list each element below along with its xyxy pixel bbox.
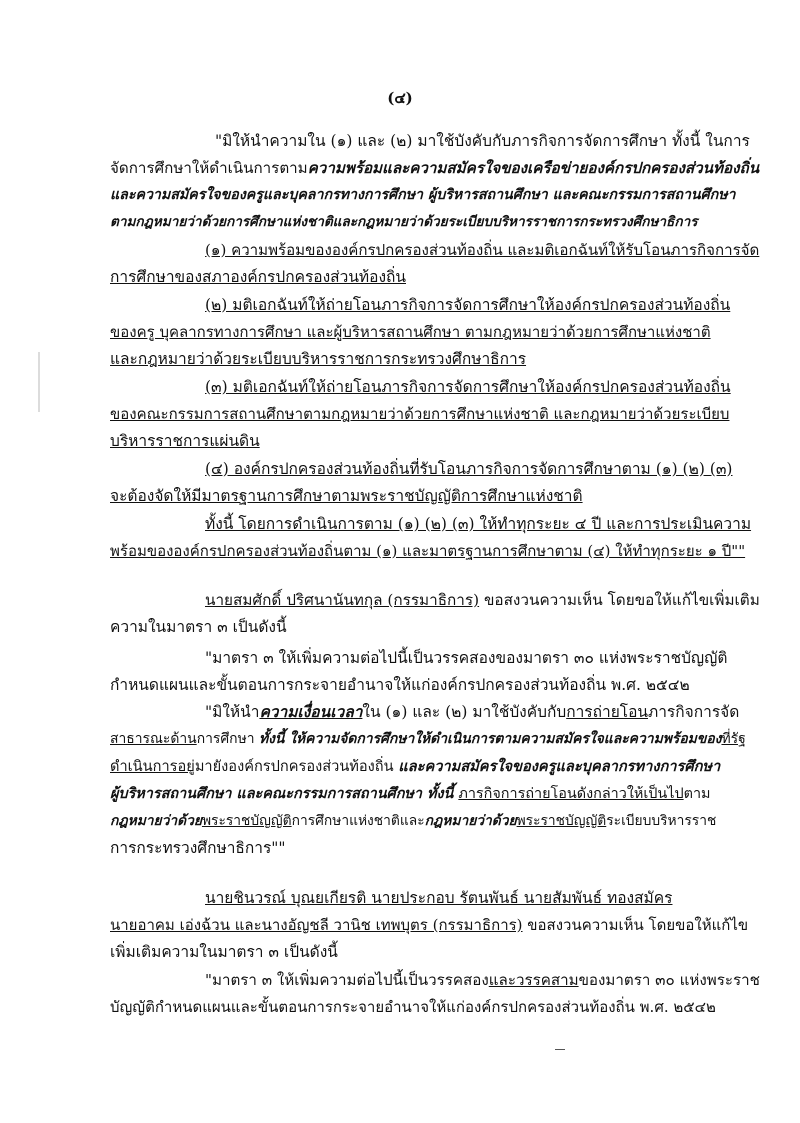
b1-item-3-cont-2: บริหารราชการแผ่นดิน: [110, 432, 260, 450]
b1-item-2-cont-2: และกฎหมายว่าด้วยระเบียบบริหารราชการกระทรวงศึกษาธิการ: [110, 350, 527, 368]
b2-line-1-rest: ขอสงวนความเห็น โดยขอให้แก้ไขเพิ่มเติม: [479, 591, 760, 609]
b1-line-2-text: จัดการศึกษาให้ดำเนินการตาม: [110, 159, 308, 177]
b1-line-3: และความสมัครใจของครูและบุคลากรทางการศึกษา ผู้บริหารสถานศึกษา และคณะกรรมการสถานศึกษา: [110, 187, 736, 203]
b2-l9-f: ระเบียบบริหารราช: [606, 813, 717, 829]
b3-line-3: เพิ่มเติมความในมาตรา ๓ เป็นดังนี้: [110, 943, 338, 961]
b3-l4-a: "มาตรา ๓ ให้เพิ่มความต่อไปนี้เป็นวรรคสอง: [205, 971, 489, 989]
b2-line-10: การกระทรวงศึกษาธิการ"": [110, 839, 286, 857]
b1-item-2-cont: ของครู บุคลากรทางการศึกษา และผู้บริหารสถานศึกษา ตามกฎหมายว่าด้วยการศึกษาแห่งชาติ: [110, 323, 711, 341]
b2-l5-e: ภารกิจการจัด: [648, 703, 740, 721]
b2-l8-c: ภารกิจการถ่ายโอนดังกล่าวให้เป็นไป: [458, 786, 684, 802]
b2-line-6: [110, 729, 746, 749]
b2-line-1: [205, 590, 760, 610]
b2-l9-d: กฎหมายว่าด้วย: [424, 813, 517, 829]
page-number: (๔): [387, 89, 413, 107]
b2-l9-b: พระราชบัญญัติ: [201, 813, 292, 829]
b1-line-1: "มิให้นำความใน (๑) และ (๒) มาใช้บังคับกับภารกิจการจัดการศึกษา ทั้งนี้ ในการ: [215, 132, 750, 150]
b3-line-2: [110, 915, 748, 935]
b3-line-4: [205, 970, 760, 990]
b2-line-3: "มาตรา ๓ ให้เพิ่มความต่อไปนี้เป็นวรรคสองของมาตรา ๓๐ แห่งพระราชบัญญัติ: [205, 649, 728, 667]
b2-line-5: [205, 702, 739, 722]
b1-line-4: ตามกฎหมายว่าด้วยการศึกษาแห่งชาติและกฎหมายว่าด้วยระเบียบบริหารราชการกระทรวงศึกษาธิการ: [110, 214, 698, 230]
b2-l5-c: ใน (๑) และ (๒) มาใช้บังคับกับ: [362, 703, 567, 721]
b1-item-2: (๒) มติเอกฉันท์ให้ถ่ายโอนภารกิจการจัดการศึกษาให้องค์กรปกครองส่วนท้องถิ่น: [205, 296, 731, 314]
b1-item-1-cont: การศึกษาของสภาองค์กรปกครองส่วนท้องถิ่น: [110, 268, 406, 286]
b3-l4-b: และวรรคสาม: [488, 971, 579, 989]
b1-closing-cont: พร้อมขององค์กรปกครองส่วนท้องถิ่นตาม (๑) และมาตรฐานการศึกษาตาม (๔) ให้ทำทุกระยะ ๑ ปี"": [110, 542, 746, 560]
b2-l8-b: ทั้งนี้: [421, 785, 459, 802]
scan-dash: [555, 1049, 565, 1050]
b1-item-3-cont: ของคณะกรรมการสถานศึกษาตามกฎหมายว่าด้วยการศึกษาแห่งชาติ และกฎหมายว่าด้วยระเบียบ: [110, 405, 730, 423]
b1-item-4-cont: จะต้องจัดให้มีมาตรฐานการศึกษาตามพระราชบัญญัติการศึกษาแห่งชาติ: [110, 487, 583, 505]
b2-l7-a: ดำเนินการอยู่: [110, 758, 195, 775]
b2-member-name: นายสมศักดิ์ ปริศนานันทกุล (กรรมาธิการ): [205, 591, 480, 609]
b2-line-4: กำหนดแผนและขั้นตอนการกระจายอำนาจให้แก่องค์กรปกครองส่วนท้องถิ่น พ.ศ. ๒๕๔๒: [110, 676, 690, 694]
b2-line-8: [110, 784, 711, 804]
b3-line-2-rest: ขอสงวนความเห็น โดยขอให้แก้ไข: [522, 916, 749, 934]
b3-line-1: นายชินวรณ์ บุณยเกียรติ นายประกอบ รัตนพันธ์ นายสัมพันธ์ ทองสมัคร: [205, 889, 673, 907]
b3-members: นายอาคม เอ่งฉ้วน และนางอัญชลี วานิช เทพบุตร (กรรมาธิการ): [110, 916, 523, 934]
b2-l7-b: มายังองค์กรปกครองส่วนท้องถิ่น: [194, 758, 399, 775]
b2-l8-d: ตาม: [683, 786, 711, 802]
b2-l9-a: กฎหมายว่าด้วย: [110, 813, 202, 829]
b3-l4-c: ของมาตรา ๓๐ แห่งพระราช: [578, 971, 760, 989]
b2-line-9: [110, 811, 716, 831]
b2-line-7: [110, 757, 720, 777]
b1-line-2: [110, 158, 759, 178]
b2-l8-a: ผู้บริหารสถานศึกษา และคณะกรรมการสถานศึกษา: [110, 785, 422, 802]
b2-l6-a: สาธารณะด้าน: [110, 731, 197, 747]
b1-item-1: (๑) ความพร้อมขององค์กรปกครองส่วนท้องถิ่น และมติเอกฉันท์ให้รับโอนภารกิจการจัด: [205, 241, 760, 259]
b1-closing: ทั้งนี้ โดยการดำเนินการตาม (๑) (๒) (๓) ให้ทำทุกระยะ ๔ ปี และการประเมินความ: [205, 515, 752, 533]
b2-l7-c: และความสมัครใจของครูและบุคลากรทางการศึกษา: [398, 758, 721, 775]
b2-l6-c: ทั้งนี้ ให้ความจัดการศึกษาให้ดำเนินการตามความสมัครใจและความพร้อมของ: [258, 731, 722, 747]
b1-line-2-italic: ความพร้อมและความสมัครใจของเครือข่ายองค์กรปกครองส่วนท้องถิ่น: [307, 159, 760, 177]
b1-item-4: (๔) องค์กรปกครองส่วนท้องถิ่นที่รับโอนภารกิจการจัดการศึกษาตาม (๑) (๒) (๓): [205, 460, 733, 478]
scan-mark: [38, 352, 40, 412]
b2-l6-b: การศึกษา: [196, 731, 259, 747]
b2-line-2: ความในมาตรา ๓ เป็นดังนี้: [110, 618, 287, 636]
b2-l9-e: พระราชบัญญัติ: [516, 813, 607, 829]
b1-item-3: (๓) มติเอกฉันท์ให้ถ่ายโอนภารกิจการจัดการศึกษาให้องค์กรปกครองส่วนท้องถิ่น: [205, 378, 731, 396]
b2-l9-c: การศึกษาแห่งชาติและ: [291, 813, 425, 829]
b2-l5-d: การถ่ายโอน: [566, 703, 649, 721]
b3-line-5: บัญญัติกำหนดแผนและขั้นตอนการกระจายอำนาจให้แก่องค์กรปกครองส่วนท้องถิ่น พ.ศ. ๒๕๔๒: [110, 998, 716, 1016]
b2-l5-a: "มิให้นำ: [205, 703, 260, 721]
b2-l5-b: ความเงื่อนเวลา: [259, 702, 363, 721]
b2-l6-d: ที่รัฐ: [721, 731, 746, 747]
